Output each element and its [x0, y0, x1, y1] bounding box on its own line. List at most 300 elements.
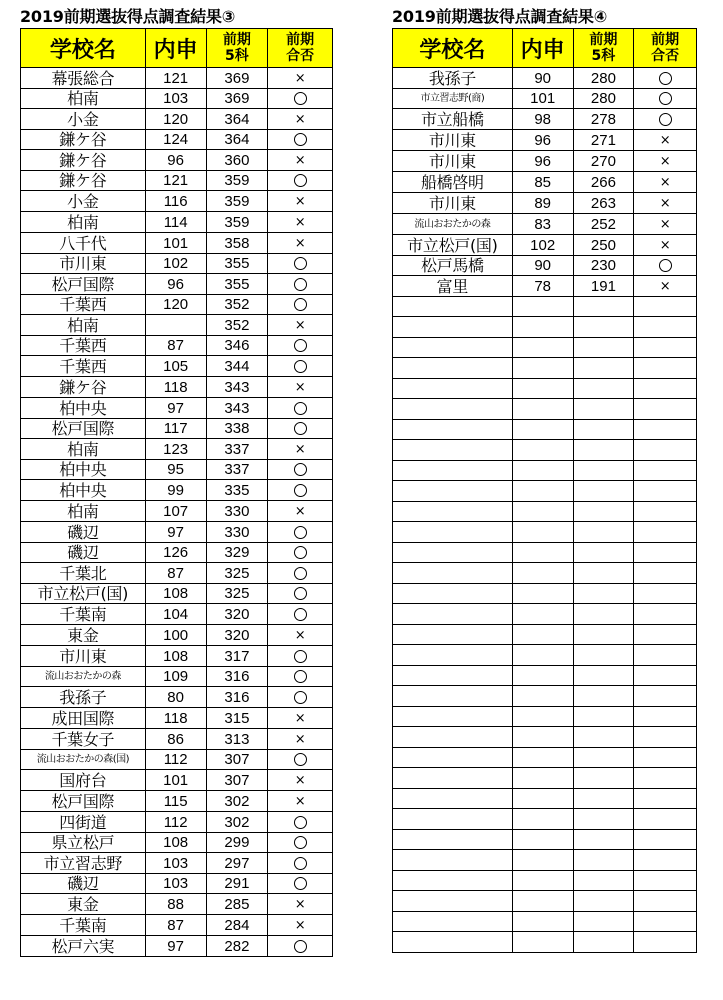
empty-table-row: [393, 481, 697, 502]
naishin-cell: 120: [145, 109, 206, 130]
score-cell: 271: [573, 130, 634, 151]
school-cell: [393, 481, 513, 502]
pass-circle-icon: [294, 546, 307, 559]
header-zenki-5ka-line2: 5科: [591, 48, 616, 64]
table-row: [21, 584, 333, 604]
result-cell: [268, 480, 333, 501]
school-cell: 流山おおたかの森: [393, 214, 513, 235]
naishin-cell: 83: [512, 214, 573, 235]
school-cell: 柏南: [21, 89, 146, 109]
table-row: [21, 68, 333, 89]
empty-table-row: [393, 871, 697, 891]
naishin-cell: 90: [512, 256, 573, 276]
score-cell: [573, 686, 634, 707]
table-row: [393, 109, 697, 130]
pass-circle-icon: [294, 339, 307, 352]
school-cell: [393, 748, 513, 768]
naishin-cell: [512, 912, 573, 932]
empty-table-row: [393, 420, 697, 440]
school-cell: [393, 891, 513, 912]
result-cell: [268, 874, 333, 894]
school-cell: [393, 727, 513, 748]
school-cell: 船橋啓明: [393, 172, 513, 193]
score-cell: [573, 727, 634, 748]
score-cell: [573, 379, 634, 399]
score-cell: 280: [573, 89, 634, 109]
result-cell: [634, 420, 697, 440]
result-cell: [634, 748, 697, 768]
score-cell: [573, 666, 634, 686]
score-cell: 266: [573, 172, 634, 193]
score-cell: [573, 871, 634, 891]
pass-circle-icon: [294, 670, 307, 683]
header-result: [268, 29, 333, 68]
result-cell: [268, 130, 333, 150]
table-row: [21, 439, 333, 460]
pass-circle-icon: [294, 463, 307, 476]
school-cell: 千葉西: [21, 356, 146, 377]
school-cell: 磯辺: [21, 522, 146, 543]
naishin-cell: 87: [145, 563, 206, 584]
table-body: [393, 68, 697, 953]
naishin-cell: 112: [145, 750, 206, 770]
result-cell: [268, 708, 333, 729]
school-cell: [393, 625, 513, 645]
result-cell: [634, 481, 697, 502]
empty-table-row: [393, 707, 697, 727]
score-cell: [573, 932, 634, 953]
naishin-cell: [512, 420, 573, 440]
naishin-cell: [512, 502, 573, 522]
naishin-cell: [512, 399, 573, 420]
score-cell: 317: [206, 646, 268, 667]
table-row: [21, 254, 333, 274]
naishin-cell: 101: [512, 89, 573, 109]
school-cell: 鎌ケ谷: [21, 171, 146, 191]
header-zenki-5ka-line1: 前期: [589, 32, 618, 48]
pass-circle-icon: [659, 259, 672, 272]
table-row: [393, 193, 697, 214]
score-cell: 278: [573, 109, 634, 130]
score-cell: 291: [206, 874, 268, 894]
table-row: [21, 191, 333, 212]
naishin-cell: [512, 440, 573, 461]
school-cell: [393, 317, 513, 338]
school-cell: 柏南: [21, 439, 146, 460]
pass-circle-icon: [294, 753, 307, 766]
table-row: [21, 212, 333, 233]
school-cell: 市川東: [21, 254, 146, 274]
school-cell: [393, 440, 513, 461]
naishin-cell: [512, 768, 573, 789]
result-cell: [268, 584, 333, 604]
table-row: [21, 604, 333, 625]
score-cell: [573, 481, 634, 502]
score-cell: 270: [573, 151, 634, 172]
score-cell: 252: [573, 214, 634, 235]
result-cell: [634, 727, 697, 748]
naishin-cell: 100: [145, 625, 206, 646]
score-cell: [573, 707, 634, 727]
header-result-line2: 合否: [651, 48, 680, 64]
result-cell: [268, 915, 333, 936]
school-cell: [393, 338, 513, 358]
result-cell: [634, 584, 697, 604]
empty-table-row: [393, 461, 697, 481]
school-cell: [393, 912, 513, 932]
school-cell: 我孫子: [393, 68, 513, 89]
table-row: [21, 274, 333, 295]
naishin-cell: 121: [145, 68, 206, 89]
naishin-cell: 104: [145, 604, 206, 625]
result-cell: [268, 501, 333, 522]
table-row: [21, 936, 333, 957]
result-cell: [634, 358, 697, 379]
result-cell: [268, 68, 333, 89]
header-school: 学校名: [21, 29, 146, 68]
result-cell: [634, 502, 697, 522]
naishin-cell: [512, 604, 573, 625]
empty-table-row: [393, 891, 697, 912]
score-cell: 330: [206, 501, 268, 522]
score-cell: 346: [206, 336, 268, 356]
school-cell: 鎌ケ谷: [21, 150, 146, 171]
score-cell: 369: [206, 89, 268, 109]
table-row: [393, 151, 697, 172]
pass-circle-icon: [294, 92, 307, 105]
result-cell: [634, 932, 697, 953]
result-cell: [634, 256, 697, 276]
header-zenki-5ka: [573, 29, 634, 68]
naishin-cell: [512, 358, 573, 379]
score-cell: [573, 461, 634, 481]
school-cell: 千葉北: [21, 563, 146, 584]
empty-table-row: [393, 768, 697, 789]
score-cell: [573, 317, 634, 338]
empty-table-row: [393, 912, 697, 932]
result-cell: [268, 150, 333, 171]
table-row: [21, 460, 333, 480]
empty-table-row: [393, 645, 697, 666]
table-row: [21, 336, 333, 356]
fail-cross-icon: ×: [659, 175, 671, 190]
score-cell: 313: [206, 729, 268, 750]
result-cell: [634, 214, 697, 235]
score-cell: [573, 338, 634, 358]
naishin-cell: 121: [145, 171, 206, 191]
score-cell: [573, 563, 634, 584]
empty-table-row: [393, 748, 697, 768]
table-row: [21, 480, 333, 501]
result-cell: [268, 936, 333, 957]
result-cell: [268, 212, 333, 233]
score-cell: [573, 912, 634, 932]
fail-cross-icon: ×: [294, 194, 306, 209]
school-cell: 四街道: [21, 812, 146, 833]
result-cell: [268, 377, 333, 398]
result-cell: [634, 830, 697, 850]
school-cell: 市立船橋: [393, 109, 513, 130]
score-cell: 263: [573, 193, 634, 214]
result-cell: [268, 419, 333, 439]
score-cell: 325: [206, 584, 268, 604]
school-cell: [393, 543, 513, 563]
fail-cross-icon: ×: [659, 238, 671, 253]
table-row: [393, 214, 697, 235]
school-cell: 松戸馬橋: [393, 256, 513, 276]
table-row: [21, 770, 333, 791]
naishin-cell: 108: [145, 584, 206, 604]
naishin-cell: [512, 625, 573, 645]
school-cell: 小金: [21, 109, 146, 130]
result-cell: [268, 687, 333, 708]
empty-table-row: [393, 625, 697, 645]
table-row: [21, 625, 333, 646]
fail-cross-icon: ×: [294, 628, 306, 643]
pass-circle-icon: [294, 422, 307, 435]
score-cell: [573, 584, 634, 604]
fail-cross-icon: ×: [294, 732, 306, 747]
fail-cross-icon: ×: [294, 71, 306, 86]
naishin-cell: [512, 563, 573, 584]
pass-circle-icon: [294, 877, 307, 890]
header-naishin: 内申: [145, 29, 206, 68]
score-cell: 330: [206, 522, 268, 543]
naishin-cell: [512, 789, 573, 809]
naishin-cell: 95: [145, 460, 206, 480]
naishin-cell: 115: [145, 791, 206, 812]
school-cell: 市立松戸(国): [21, 584, 146, 604]
table-row: [21, 377, 333, 398]
fail-cross-icon: ×: [294, 504, 306, 519]
table-row: [21, 667, 333, 687]
fail-cross-icon: ×: [294, 112, 306, 127]
naishin-cell: 90: [512, 68, 573, 89]
pass-circle-icon: [294, 857, 307, 870]
result-cell: [634, 686, 697, 707]
empty-table-row: [393, 686, 697, 707]
naishin-cell: [512, 830, 573, 850]
naishin-cell: 124: [145, 130, 206, 150]
table-row: [21, 687, 333, 708]
empty-table-row: [393, 399, 697, 420]
result-cell: [268, 89, 333, 109]
school-cell: 市川東: [21, 646, 146, 667]
score-cell: 329: [206, 543, 268, 563]
score-cell: 299: [206, 833, 268, 853]
naishin-cell: [512, 707, 573, 727]
school-cell: 柏南: [21, 315, 146, 336]
result-cell: [268, 522, 333, 543]
score-cell: 230: [573, 256, 634, 276]
header-naishin: 内申: [512, 29, 573, 68]
score-cell: [573, 891, 634, 912]
score-cell: [573, 625, 634, 645]
table-row: [21, 543, 333, 563]
naishin-cell: [512, 481, 573, 502]
pass-circle-icon: [294, 836, 307, 849]
empty-table-row: [393, 358, 697, 379]
school-cell: [393, 666, 513, 686]
school-cell: 幕張総合: [21, 68, 146, 89]
naishin-cell: [512, 297, 573, 317]
table-row: [21, 563, 333, 584]
empty-table-row: [393, 830, 697, 850]
result-cell: [634, 172, 697, 193]
result-cell: [268, 750, 333, 770]
results-table-4: [392, 28, 697, 953]
naishin-cell: 88: [145, 894, 206, 915]
score-cell: [573, 809, 634, 830]
naishin-cell: [512, 666, 573, 686]
naishin-cell: 96: [145, 150, 206, 171]
empty-table-row: [393, 440, 697, 461]
table-row: [393, 68, 697, 89]
result-cell: [634, 130, 697, 151]
fail-cross-icon: ×: [659, 217, 671, 232]
fail-cross-icon: ×: [294, 918, 306, 933]
result-cell: [634, 891, 697, 912]
pass-circle-icon: [294, 360, 307, 373]
score-cell: 282: [206, 936, 268, 957]
table-row: [393, 172, 697, 193]
score-cell: 359: [206, 212, 268, 233]
table-row: [21, 150, 333, 171]
score-cell: 352: [206, 295, 268, 315]
header-result-line1: 前期: [651, 32, 680, 48]
table-row: [21, 915, 333, 936]
score-cell: [573, 789, 634, 809]
naishin-cell: 118: [145, 708, 206, 729]
result-cell: [268, 770, 333, 791]
school-cell: 千葉女子: [21, 729, 146, 750]
result-cell: [268, 398, 333, 419]
naishin-cell: 102: [512, 235, 573, 256]
score-cell: 284: [206, 915, 268, 936]
table-row: [21, 398, 333, 419]
table-row: [21, 812, 333, 833]
naishin-cell: 123: [145, 439, 206, 460]
fail-cross-icon: ×: [294, 318, 306, 333]
school-cell: 柏中央: [21, 398, 146, 419]
pass-circle-icon: [294, 174, 307, 187]
naishin-cell: 85: [512, 172, 573, 193]
table-row: [393, 130, 697, 151]
result-cell: [268, 191, 333, 212]
score-cell: 280: [573, 68, 634, 89]
score-cell: 344: [206, 356, 268, 377]
naishin-cell: 78: [512, 276, 573, 297]
school-cell: 鎌ケ谷: [21, 377, 146, 398]
result-cell: [634, 276, 697, 297]
fail-cross-icon: ×: [294, 442, 306, 457]
table-row: [21, 295, 333, 315]
school-cell: 流山おおたかの森: [21, 667, 146, 687]
naishin-cell: 96: [512, 130, 573, 151]
naishin-cell: [512, 461, 573, 481]
fail-cross-icon: ×: [294, 897, 306, 912]
school-cell: [393, 604, 513, 625]
school-cell: 磯辺: [21, 543, 146, 563]
naishin-cell: 97: [145, 936, 206, 957]
results-table-3: [20, 28, 333, 957]
score-cell: [573, 604, 634, 625]
result-cell: [634, 543, 697, 563]
pass-circle-icon: [659, 72, 672, 85]
result-cell: [268, 274, 333, 295]
empty-table-row: [393, 809, 697, 830]
naishin-cell: 98: [512, 109, 573, 130]
school-cell: 市立習志野: [21, 853, 146, 874]
school-cell: 松戸国際: [21, 791, 146, 812]
score-cell: 307: [206, 750, 268, 770]
score-cell: 335: [206, 480, 268, 501]
naishin-cell: 96: [145, 274, 206, 295]
result-cell: [268, 171, 333, 191]
empty-table-row: [393, 543, 697, 563]
naishin-cell: 99: [145, 480, 206, 501]
naishin-cell: [512, 645, 573, 666]
score-cell: [573, 358, 634, 379]
naishin-cell: [512, 932, 573, 953]
table-row: [21, 419, 333, 439]
table-row: [21, 729, 333, 750]
school-cell: 八千代: [21, 233, 146, 254]
pass-circle-icon: [294, 940, 307, 953]
table-row: [21, 708, 333, 729]
empty-table-row: [393, 317, 697, 338]
result-cell: [634, 625, 697, 645]
school-cell: [393, 461, 513, 481]
naishin-cell: [512, 338, 573, 358]
score-cell: 250: [573, 235, 634, 256]
naishin-cell: [512, 317, 573, 338]
naishin-cell: [512, 584, 573, 604]
result-cell: [634, 399, 697, 420]
table-row: [21, 853, 333, 874]
result-cell: [268, 254, 333, 274]
table-row: [21, 791, 333, 812]
result-cell: [634, 338, 697, 358]
result-cell: [268, 853, 333, 874]
naishin-cell: [512, 891, 573, 912]
empty-table-row: [393, 789, 697, 809]
result-cell: [268, 812, 333, 833]
school-cell: [393, 563, 513, 584]
school-cell: 千葉南: [21, 604, 146, 625]
school-cell: [393, 645, 513, 666]
school-cell: 流山おおたかの森(国): [21, 750, 146, 770]
result-cell: [268, 295, 333, 315]
result-cell: [634, 151, 697, 172]
table-row: [21, 356, 333, 377]
score-cell: 360: [206, 150, 268, 171]
score-cell: 338: [206, 419, 268, 439]
score-cell: [573, 768, 634, 789]
school-cell: [393, 707, 513, 727]
table-row: [21, 130, 333, 150]
score-cell: [573, 420, 634, 440]
naishin-cell: 87: [145, 915, 206, 936]
school-cell: [393, 522, 513, 543]
school-cell: [393, 871, 513, 891]
score-cell: 364: [206, 109, 268, 130]
result-cell: [268, 563, 333, 584]
table-row: [393, 276, 697, 297]
result-cell: [634, 522, 697, 543]
pass-circle-icon: [294, 691, 307, 704]
result-cell: [634, 297, 697, 317]
